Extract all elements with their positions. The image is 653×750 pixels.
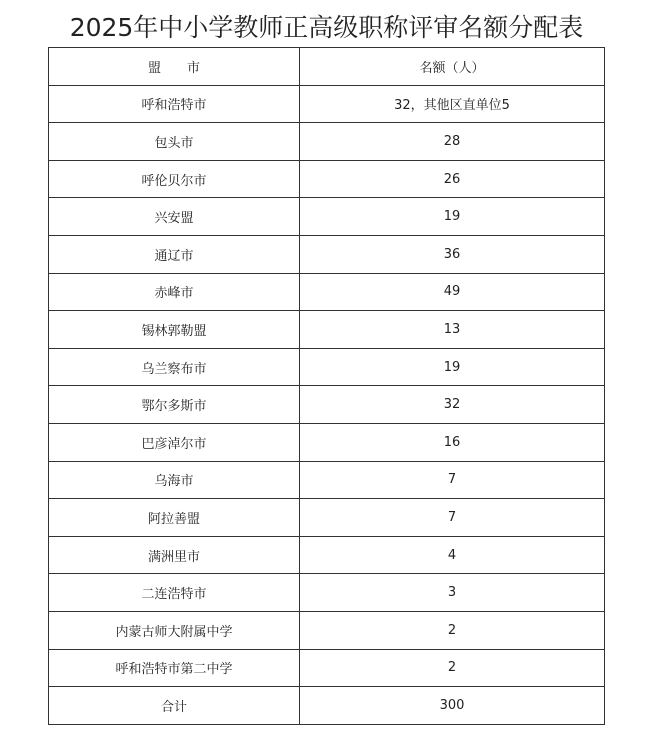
table-row xyxy=(49,499,605,537)
table-row xyxy=(49,461,605,499)
table-row xyxy=(49,123,605,161)
city-cell: 赤峰市 xyxy=(49,273,300,311)
city-cell: 通辽市 xyxy=(49,235,300,273)
quota-cell: 32，其他区直单位5 xyxy=(300,85,605,123)
quota-cell: 13 xyxy=(300,311,605,349)
city-cell: 合计 xyxy=(49,687,300,725)
city-cell: 锡林郭勒盟 xyxy=(49,311,300,349)
city-cell: 呼和浩特市 xyxy=(49,85,300,123)
quota-cell: 16 xyxy=(300,423,605,461)
quota-cell: 28 xyxy=(300,123,605,161)
quota-cell: 4 xyxy=(300,536,605,574)
quota-cell: 7 xyxy=(300,461,605,499)
city-cell: 二连浩特市 xyxy=(49,574,300,612)
city-cell: 鄂尔多斯市 xyxy=(49,386,300,424)
city-cell: 巴彦淖尔市 xyxy=(49,423,300,461)
city-cell: 包头市 xyxy=(49,123,300,161)
quota-cell: 19 xyxy=(300,348,605,386)
table-row xyxy=(49,198,605,236)
city-cell: 呼伦贝尔市 xyxy=(49,160,300,198)
table-header-row xyxy=(49,48,605,86)
city-cell: 乌兰察布市 xyxy=(49,348,300,386)
quota-cell: 19 xyxy=(300,198,605,236)
quota-cell: 32 xyxy=(300,386,605,424)
city-cell: 内蒙古师大附属中学 xyxy=(49,611,300,649)
table-row xyxy=(49,235,605,273)
table-row xyxy=(49,687,605,725)
table-row xyxy=(49,611,605,649)
table-row xyxy=(49,348,605,386)
table-row xyxy=(49,423,605,461)
table-row xyxy=(49,536,605,574)
quota-cell: 36 xyxy=(300,235,605,273)
quota-cell: 2 xyxy=(300,649,605,687)
city-cell: 阿拉善盟 xyxy=(49,499,300,537)
quota-cell: 2 xyxy=(300,611,605,649)
city-cell: 呼和浩特市第二中学 xyxy=(49,649,300,687)
page-title: 2025年中小学教师正高级职称评审名额分配表 xyxy=(69,13,584,42)
quota-table xyxy=(48,47,605,725)
table-row xyxy=(49,311,605,349)
table-row xyxy=(49,273,605,311)
city-cell: 满洲里市 xyxy=(49,536,300,574)
table-row xyxy=(49,160,605,198)
quota-cell: 7 xyxy=(300,499,605,537)
column-header-quota: 名额（人） xyxy=(300,48,605,86)
table-row xyxy=(49,649,605,687)
table-row xyxy=(49,574,605,612)
table-row xyxy=(49,386,605,424)
quota-cell: 26 xyxy=(300,160,605,198)
city-cell: 乌海市 xyxy=(49,461,300,499)
quota-cell: 3 xyxy=(300,574,605,612)
table-row xyxy=(49,85,605,123)
quota-cell: 300 xyxy=(300,687,605,725)
quota-cell: 49 xyxy=(300,273,605,311)
column-header-city: 盟 市 xyxy=(49,48,300,86)
city-cell: 兴安盟 xyxy=(49,198,300,236)
